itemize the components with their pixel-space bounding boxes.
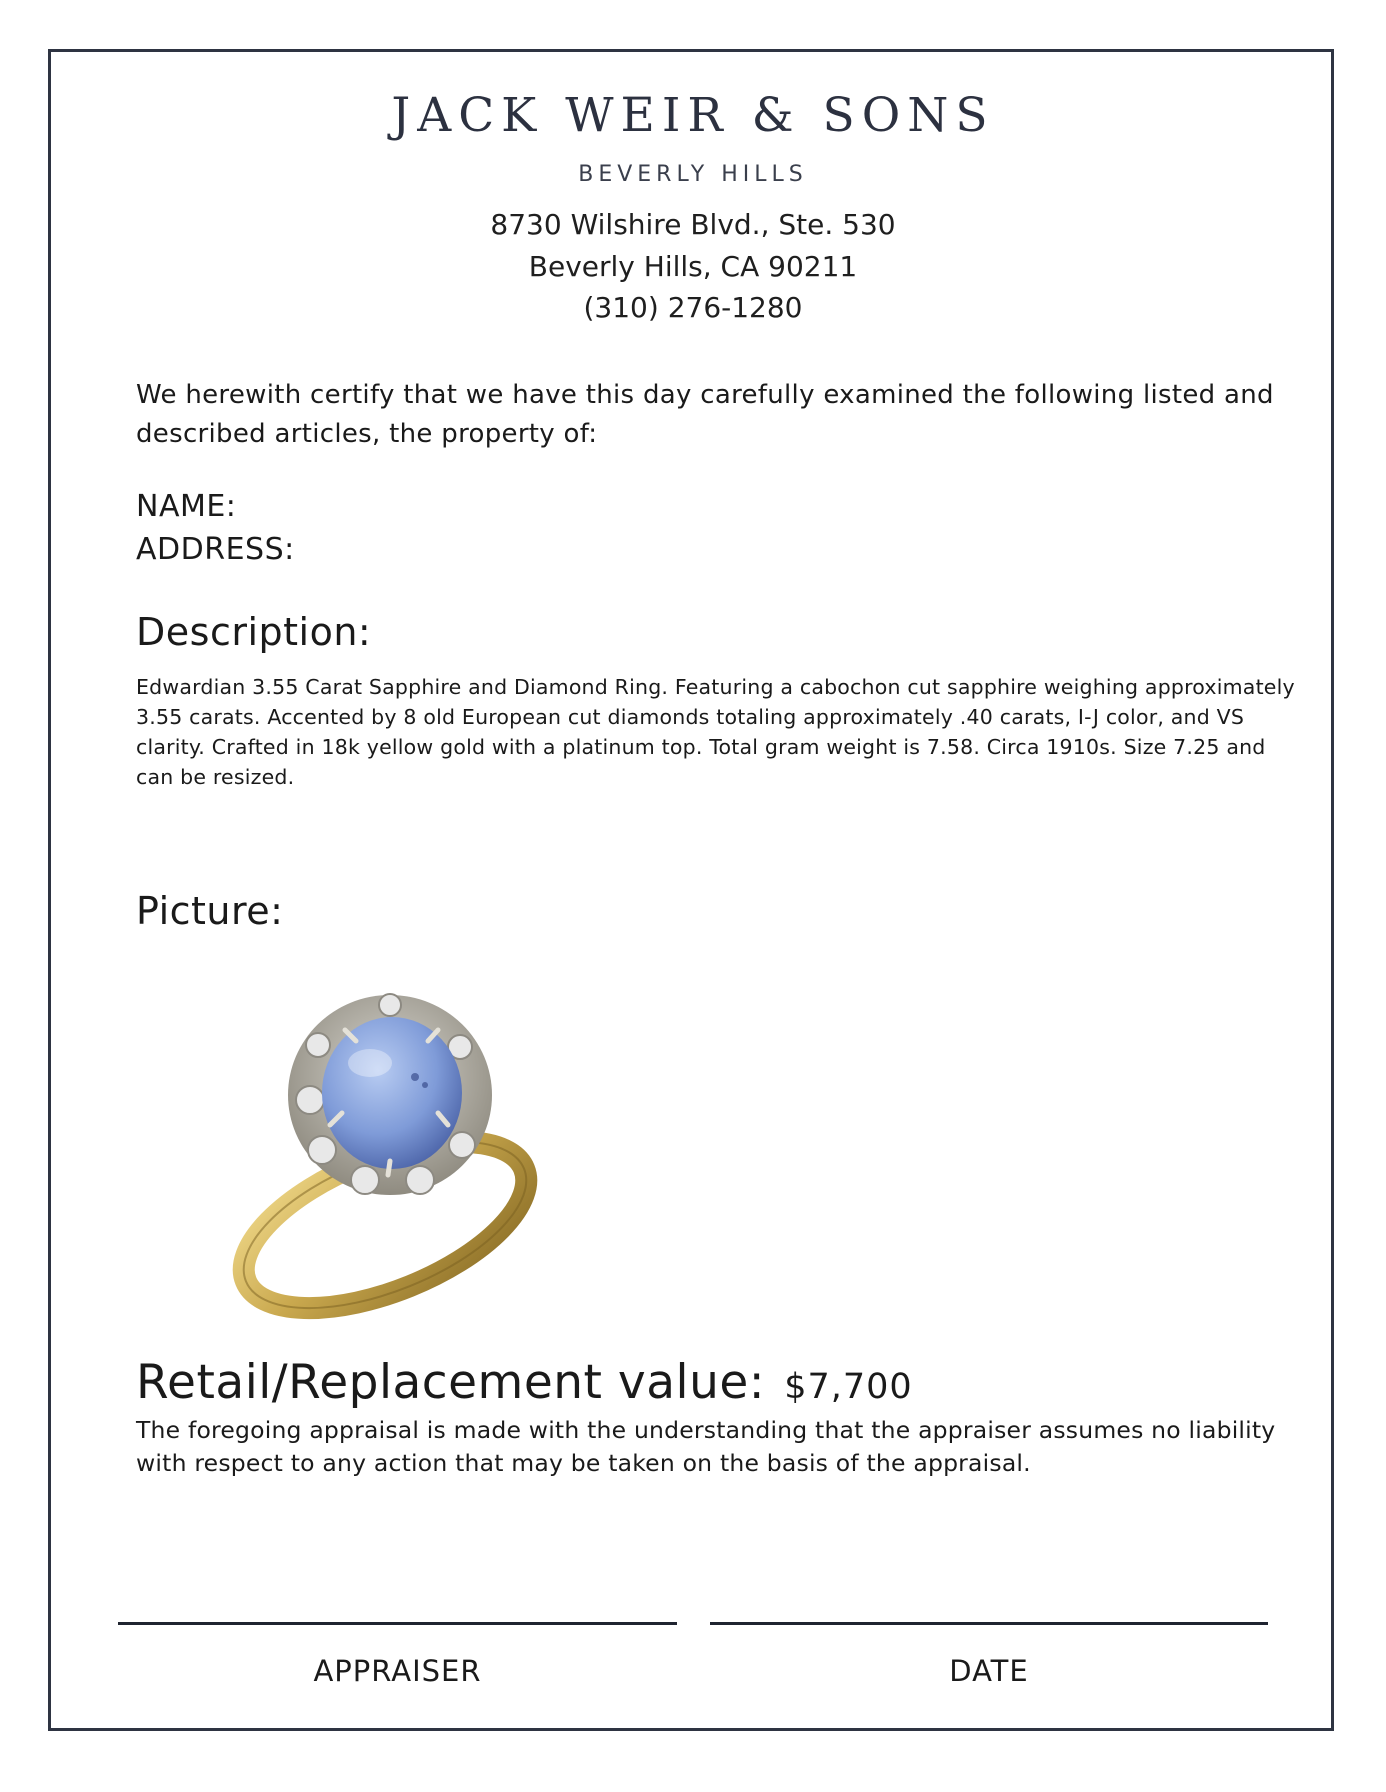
date-signature-line — [710, 1622, 1268, 1625]
ring-photo — [210, 985, 580, 1325]
item-description: Edwardian 3.55 Carat Sapphire and Diamond Ring. Featuring a cabochon cut sapphire weighing approximately 3.55 carats. Accented by 8 old European cut diamonds totaling approximately .40 carats, I-J color, and VS clarity. Crafted in 18k yellow gold with a platinum top. Total gram weight is 7.58. Circa 1910s. Size 7.25 and can be resized. — [136, 675, 1295, 789]
picture-heading: Picture: — [136, 889, 284, 933]
certification-statement: We herewith certify that we have this day carefully examined the following listed and described articles, the property of: — [136, 380, 1274, 449]
phone-number: (310) 276-1280 — [583, 291, 803, 324]
brand-logo: JACK WEIR & SONS — [391, 88, 995, 143]
appraiser-signature-line — [118, 1622, 677, 1625]
name-label: NAME: — [136, 489, 237, 524]
brand-location: BEVERLY HILLS — [578, 162, 808, 187]
value-row — [136, 1355, 913, 1410]
value-amount: $7,700 — [784, 1367, 913, 1407]
address-label: ADDRESS: — [136, 532, 295, 567]
date-label: DATE — [949, 1654, 1029, 1688]
address-line-1: 8730 Wilshire Blvd., Ste. 530 — [490, 208, 896, 241]
description-heading: Description: — [136, 610, 372, 654]
liability-disclaimer: The foregoing appraisal is made with the understanding that the appraiser assumes no liability with respect to any action that may be taken on the basis of the appraisal. — [136, 1416, 1276, 1477]
value-label: Retail/Replacement value: — [136, 1355, 766, 1410]
address-line-2: Beverly Hills, CA 90211 — [528, 250, 858, 283]
appraiser-label: APPRAISER — [313, 1654, 482, 1688]
